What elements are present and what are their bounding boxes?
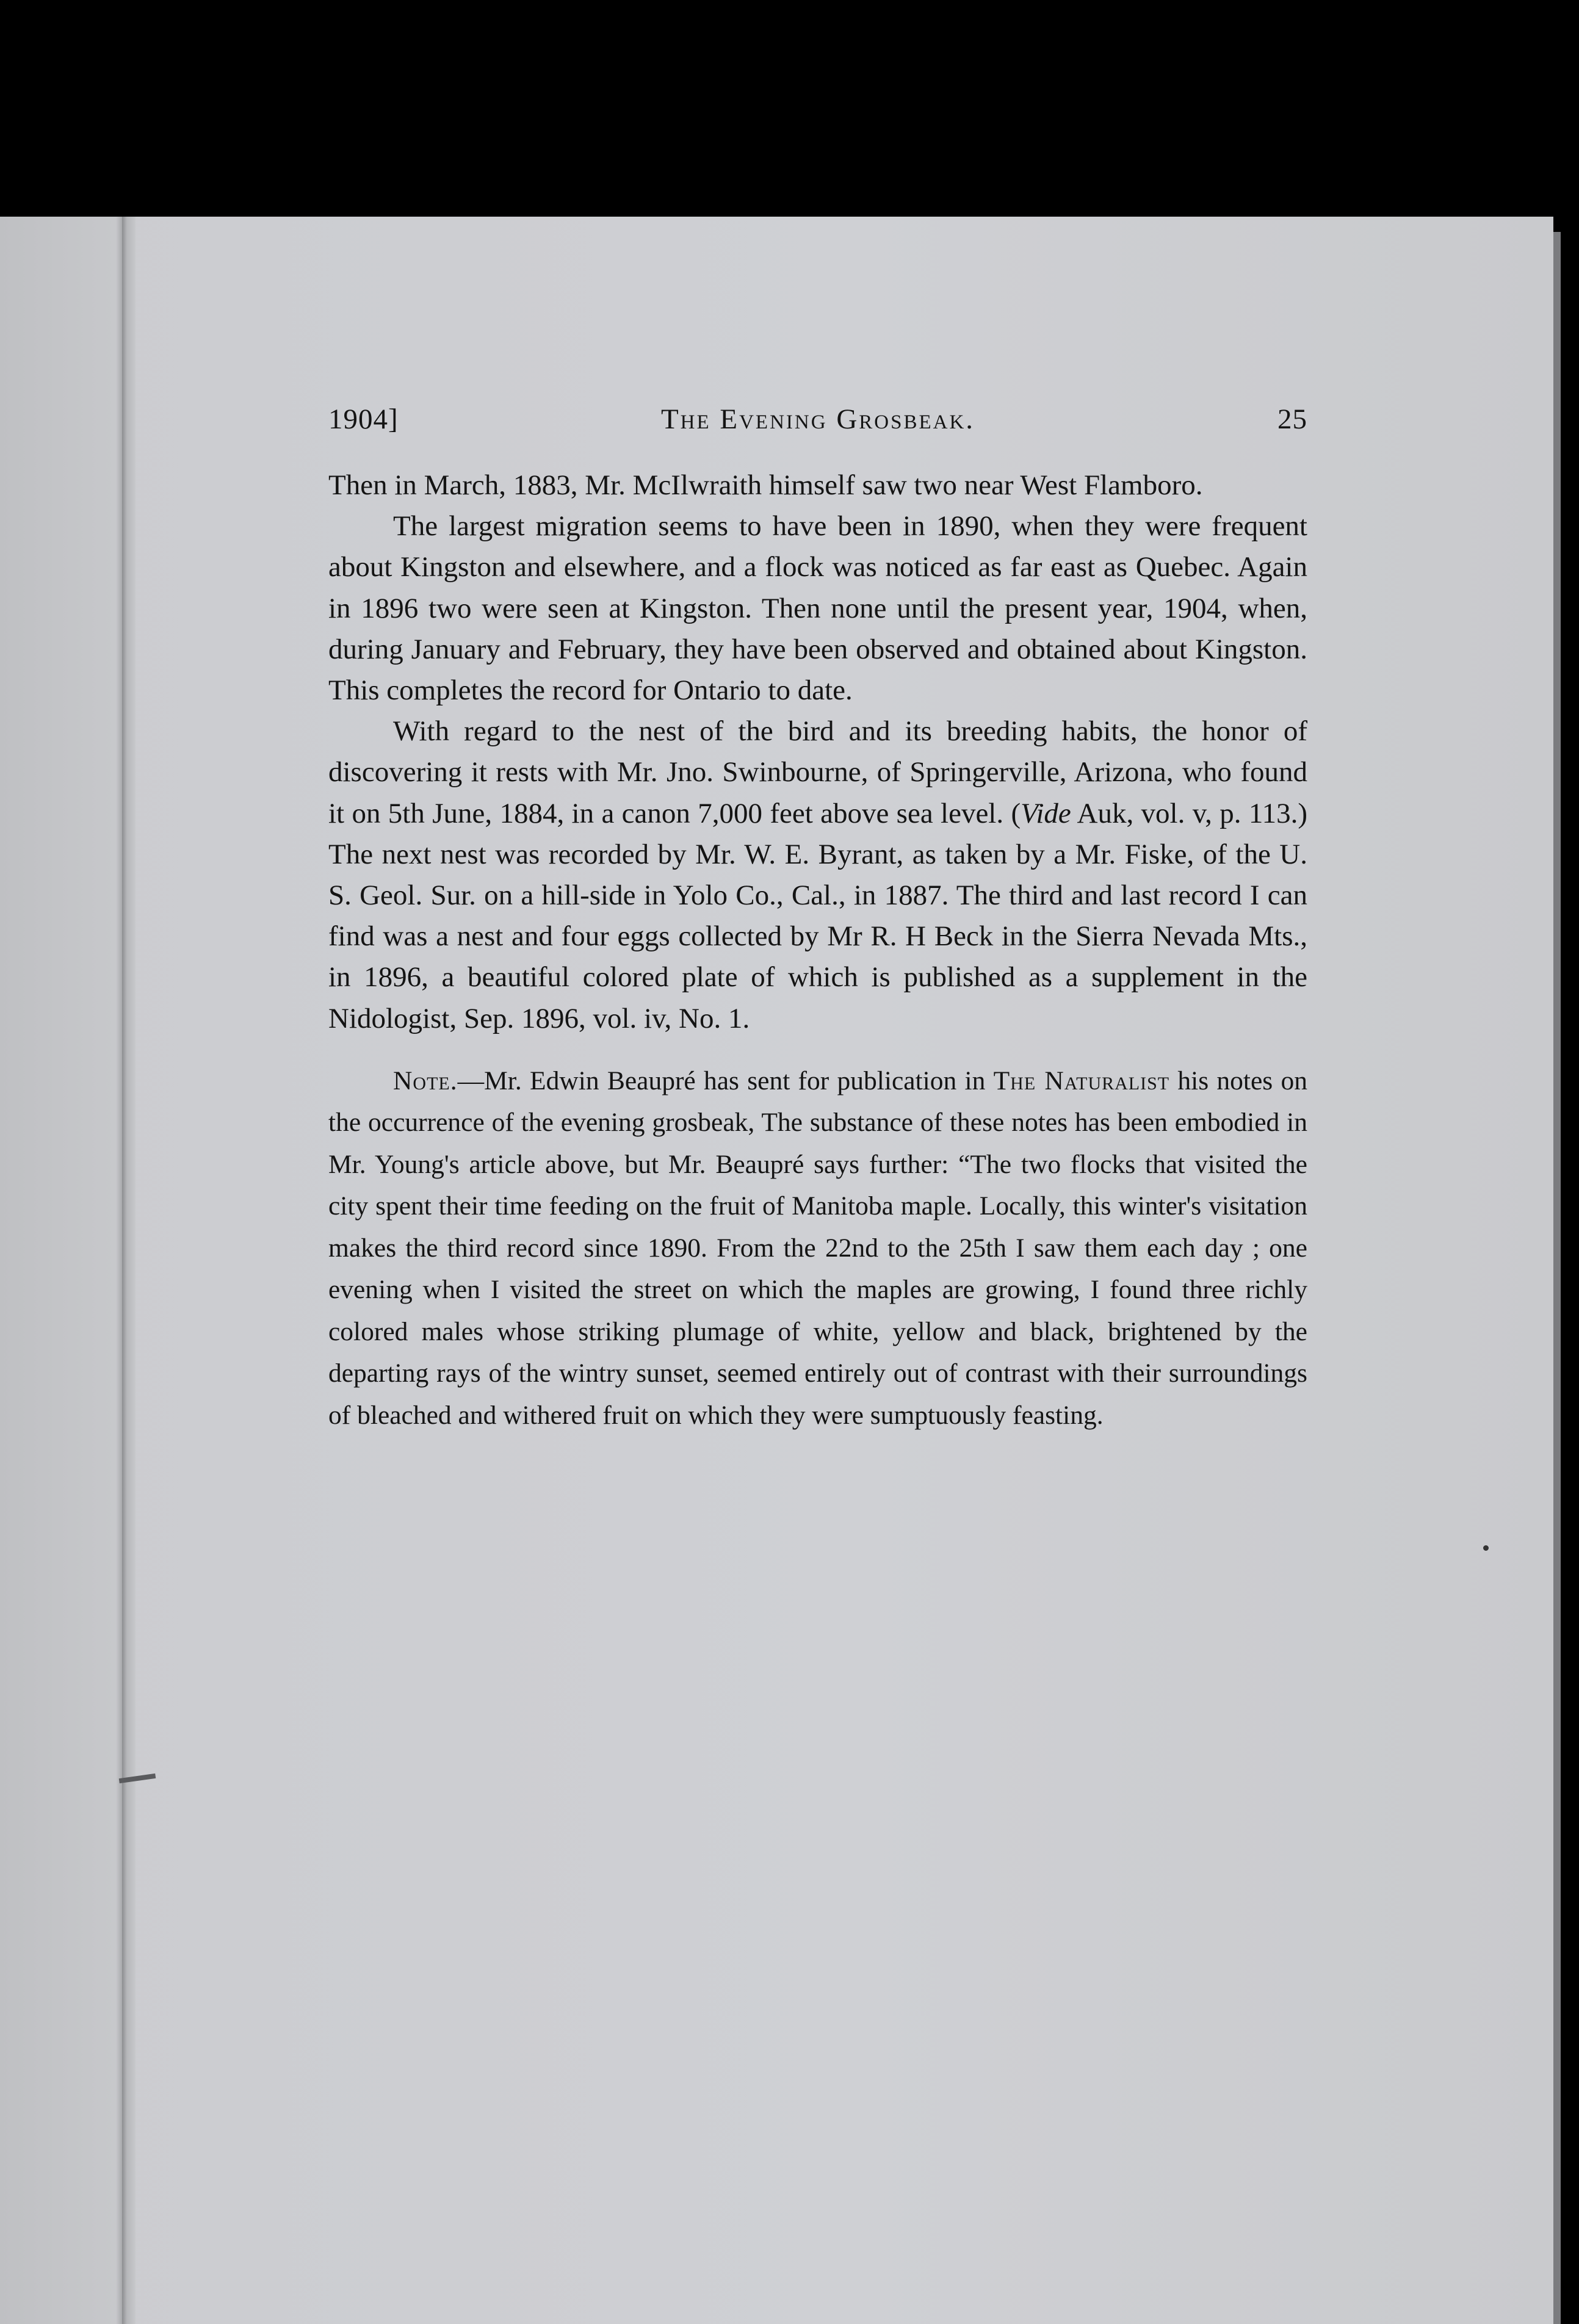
paragraph-migration: The largest migration seems to have been in 1890, when they were frequent about Kingston and elsewhere, and a flock was noticed as far east as Quebec. Again in 1896 two were seen at Kingston. Then none until the present year, 1904, when, during January and February, they have been observed and obtained about Kingston. This completes the record for Ontario to date. xyxy=(328,510,1307,707)
vide-word: Vide xyxy=(1021,797,1071,829)
note-paragraph xyxy=(328,1060,1307,1437)
running-head xyxy=(328,403,1307,446)
note-label: Note. xyxy=(393,1066,458,1095)
binding-edge xyxy=(0,217,122,2324)
page-text xyxy=(328,403,1307,1436)
binding-fold xyxy=(122,217,135,2324)
nest-text-part-2: Auk, vol. v, p. 113.) The next nest was recorded by Mr. W. E. Byrant, as taken by a Mr. Fiske, of the U. S. Geol. Sur. on a hill-side in Yolo Co., Cal., in 1887. The third and last record I can find was a nest and four eggs collected by Mr R. H Beck in the Sierra Nevada Mts., in 1896, a beautiful colored plate of which is published as a supplement in the Nidologist, Sep. 1896, vol. iv, No. 1. xyxy=(328,797,1308,1034)
running-head-year: 1904] xyxy=(328,403,399,435)
page-number: 25 xyxy=(1277,403,1307,435)
note-text-part-2: his notes on the occurrence of the evening grosbeak, The substance of these notes has been embodied in Mr. Young's article above, but Mr. Beaupré says further: “The two flocks that visited the city spent their time feeding on the fruit of Manitoba maple. Locally, this winter's visitation makes the third record since 1890. From the 22nd to the 25th I saw them each day ; one evening when I visited the street on which the maples are growing, I found three richly colored males whose striking plumage of white, yellow and black, brightened by the departing rays of the wintry sunset, seemed entirely out of contrast with their surroundings of bleached and withered fruit on which they were sumptuously feasting. xyxy=(328,1066,1307,1430)
paragraph-nest xyxy=(328,711,1307,1039)
running-head-title: The Evening Grosbeak. xyxy=(660,403,975,435)
page-edge-shadow xyxy=(1553,232,1561,2324)
journal-name: The Naturalist xyxy=(993,1066,1170,1095)
scan-speck xyxy=(1483,1545,1489,1551)
nest-text-part-1: With regard to the nest of the bird and its breeding habits, the honor of discovering it rests with Mr. Jno. Swinbourne, of Springerville, Arizona, who found it on 5th June, 1884, in a canon 7,000 feet above sea level. ( xyxy=(328,715,1307,829)
paragraph-mcilwraith: Then in March, 1883, Mr. McIlwraith himself saw two near West Flamboro. xyxy=(328,469,1203,501)
note-text-part-1: —Mr. Edwin Beaupré has sent for publication in xyxy=(457,1066,994,1095)
